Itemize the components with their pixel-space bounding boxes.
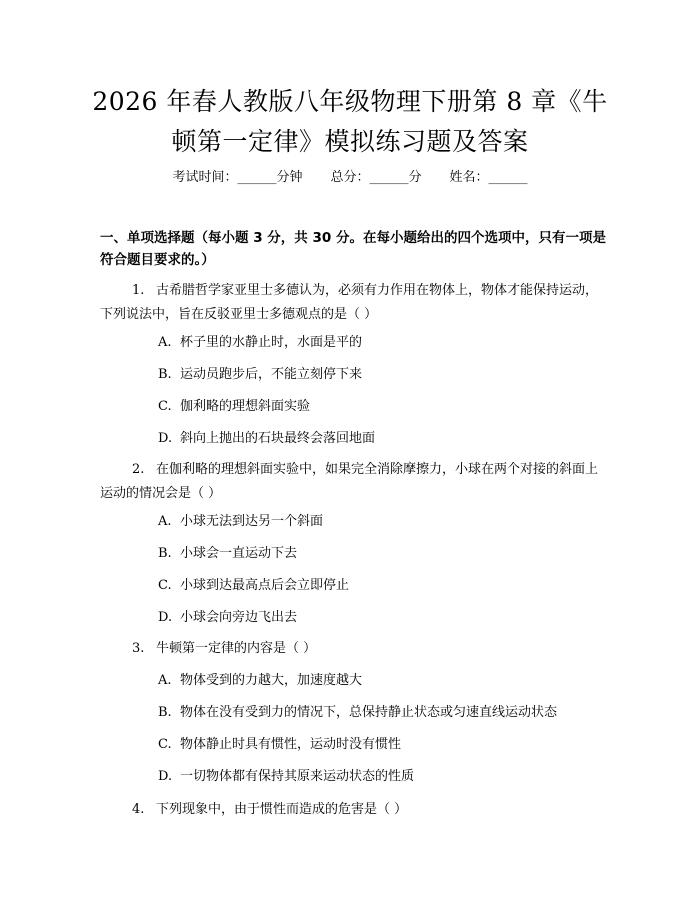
option-text: 物体受到的力越大，加速度越大 xyxy=(180,673,363,688)
title-line-1: 2026 年春人教版八年级物理下册第 8 章《牛 xyxy=(92,87,608,116)
question-3-option-b xyxy=(158,703,557,723)
question-3-option-a xyxy=(158,671,362,691)
question-text: 在伽利略的理想斜面实验中，如果完全消除摩擦力，小球在两个对接的斜面上运动的情况会是（ ） xyxy=(100,462,599,501)
option-text: 物体在没有受到力的情况下，总保持静止状态或匀速直线运动状态 xyxy=(180,705,558,720)
question-number: 4. xyxy=(132,802,145,817)
option-letter: D. xyxy=(158,431,173,446)
total-score-field: 总分：______分 xyxy=(330,170,422,185)
option-text: 物体静止时具有惯性，运动时没有惯性 xyxy=(180,737,402,752)
option-letter: C. xyxy=(158,737,172,752)
question-text: 牛顿第一定律的内容是（ ） xyxy=(156,641,317,656)
option-letter: A. xyxy=(158,673,172,688)
question-number: 3. xyxy=(132,641,145,656)
question-3-option-c xyxy=(158,735,401,755)
question-1-option-c xyxy=(158,397,310,417)
option-text: 小球会向旁边飞出去 xyxy=(180,610,298,625)
question-3 xyxy=(100,637,610,661)
page-title xyxy=(60,82,640,162)
option-text: 杯子里的水静止时，水面是平的 xyxy=(180,335,363,350)
option-text: 斜向上抛出的石块最终会落回地面 xyxy=(180,431,376,446)
question-3-option-d xyxy=(158,767,414,787)
question-2-option-b xyxy=(158,544,297,564)
question-2 xyxy=(100,458,610,506)
option-letter: A. xyxy=(158,514,172,529)
option-letter: B. xyxy=(158,705,172,720)
question-2-option-c xyxy=(158,576,349,596)
option-text: 伽利略的理想斜面实验 xyxy=(180,399,311,414)
option-text: 运动员跑步后，不能立刻停下来 xyxy=(180,367,363,382)
question-text: 下列现象中，由于惯性而造成的危害是（ ） xyxy=(156,802,408,817)
exam-info-line xyxy=(0,168,700,188)
question-number: 2. xyxy=(132,462,145,477)
question-1-option-d xyxy=(158,429,375,449)
option-letter: B. xyxy=(158,367,172,382)
option-text: 小球无法到达另一个斜面 xyxy=(180,514,324,529)
question-1-option-a xyxy=(158,333,362,353)
option-text: 小球会一直运动下去 xyxy=(180,546,298,561)
question-4 xyxy=(100,798,610,822)
option-text: 一切物体都有保持其原来运动状态的性质 xyxy=(180,769,415,784)
question-text: 古希腊哲学家亚里士多德认为，必须有力作用在物体上，物体才能保持运动，下列说法中，旨在反驳亚里士多德观点的是（ ） xyxy=(100,283,599,322)
title-line-2: 顿第一定律》模拟练习题及答案 xyxy=(171,127,529,156)
section-heading: 一、单项选择题（每小题 3 分，共 30 分。在每小题给出的四个选项中，只有一项是符合题目要求的。） xyxy=(100,230,606,268)
student-name-field: 姓名：______ xyxy=(449,170,528,185)
question-1-option-b xyxy=(158,365,362,385)
exam-time-field: 考试时间：______分钟 xyxy=(172,170,303,185)
question-number: 1. xyxy=(132,283,145,298)
question-1 xyxy=(100,279,610,327)
option-letter: D. xyxy=(158,769,173,784)
question-2-option-a xyxy=(158,512,323,532)
option-text: 小球到达最高点后会立即停止 xyxy=(180,578,350,593)
question-2-option-d xyxy=(158,608,297,628)
option-letter: C. xyxy=(158,578,172,593)
option-letter: A. xyxy=(158,335,172,350)
option-letter: B. xyxy=(158,546,172,561)
option-letter: C. xyxy=(158,399,172,414)
option-letter: D. xyxy=(158,610,173,625)
